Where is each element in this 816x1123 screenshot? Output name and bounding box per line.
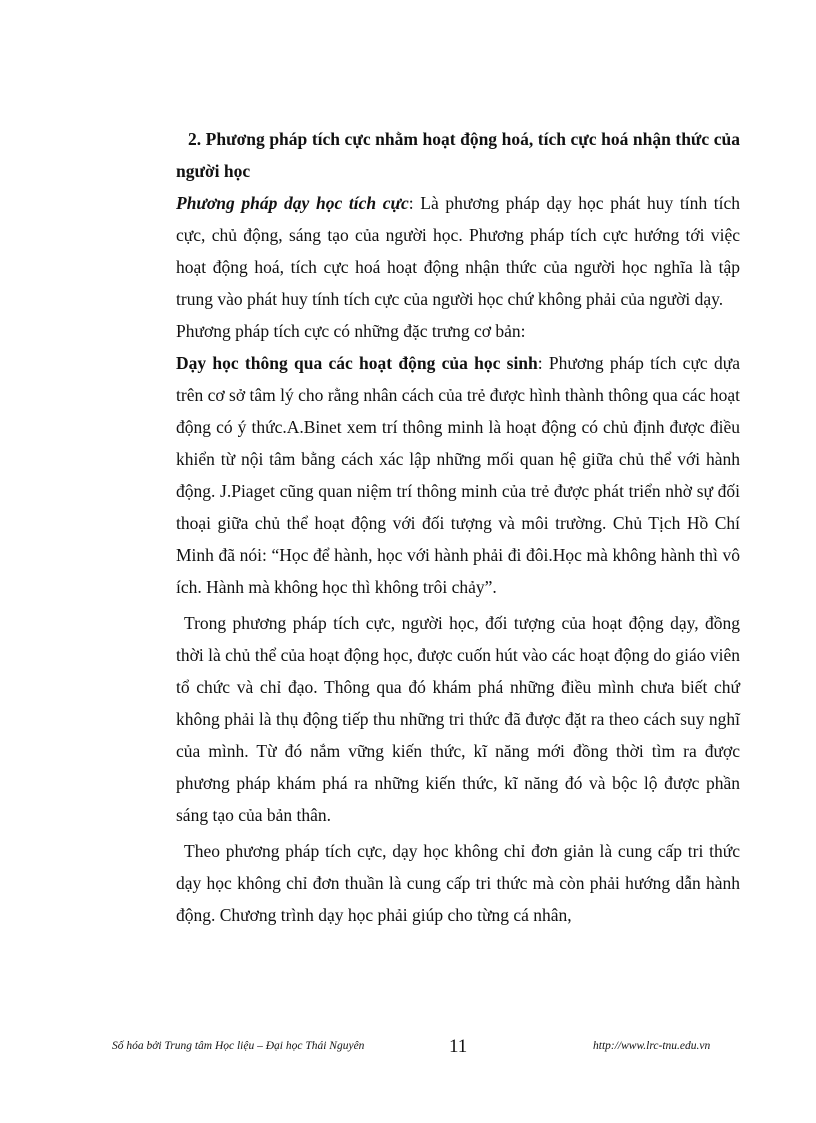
- body-text: [176, 123, 740, 931]
- page-number: 11: [449, 1036, 468, 1057]
- footer-source: Số hóa bởi Trung tâm Học liệu – Đại học Thái Nguyên: [112, 1040, 365, 1052]
- term-active-teaching: Phương pháp dạy học tích cực: [176, 193, 409, 213]
- page-footer: [0, 1036, 816, 1066]
- term-learning-through-activities: Dạy học thông qua các hoạt động của học sinh: [176, 353, 538, 373]
- paragraph-definition: [176, 187, 740, 315]
- section-heading: 2. Phương pháp tích cực nhằm hoạt động hoá, tích cực hoá nhận thức của người học: [176, 129, 740, 181]
- paragraph-characteristics: Phương pháp tích cực có những đặc trưng cơ bản:: [176, 321, 526, 341]
- paragraph-activities: [176, 347, 740, 603]
- footer-url: http://www.lrc-tnu.edu.vn: [593, 1040, 711, 1052]
- paragraph-learner-role: Trong phương pháp tích cực, người học, đối tượng của hoạt động dạy, đồng thời là chủ thể của hoạt động học, được cuốn hút vào các hoạt động do giáo viên tổ chức và chỉ đạo. Thông qua đó khám phá những điều mình chưa biết chứ không phải là thụ động tiếp thu những tri thức đã được đặt ra theo cách suy nghĩ của mình. Từ đó nắm vững kiến thức, kĩ năng mới đồng thời tìm ra được phương pháp khám phá ra những kiến thức, kĩ năng đó và bộc lộ được phần sáng tạo của bản thân.: [176, 613, 740, 825]
- paragraph-definition-text: : Là phương pháp dạy học phát huy tính tích cực, chủ động, sáng tạo của người học. Phương pháp tích cực hướng tới việc hoạt động hoá, tích cực hoá hoạt động nhận thức của người học nghĩa là tập trung vào phát huy tính tích cực của người học chứ không phải của người dạy.: [176, 193, 740, 309]
- paragraph-activities-text: : Phương pháp tích cực dựa trên cơ sở tâm lý cho rằng nhân cách của trẻ được hình thành thông qua các hoạt động có ý thức.A.Binet xem trí thông minh là hoạt động có chủ định được điều khiển từ nội tâm bằng cách xác lập những mối quan hệ giữa chủ thể với hành động. J.Piaget cũng quan niệm trí thông minh của trẻ được phát triển nhờ sự đối thoại giữa chủ thể hoạt động với đối tượng và môi trường. Chủ Tịch Hồ Chí Minh đã nói: “Học để hành, học với hành phải đi đôi.Học mà không hành thì vô ích. Hành mà không học thì không trôi chảy”.: [176, 353, 740, 597]
- paragraph-guidance: Theo phương pháp tích cực, dạy học không chỉ đơn giản là cung cấp tri thức dạy học không chỉ đơn thuần là cung cấp tri thức mà còn phải hướng dẫn hành động. Chương trình dạy học phải giúp cho từng cá nhân,: [176, 841, 740, 925]
